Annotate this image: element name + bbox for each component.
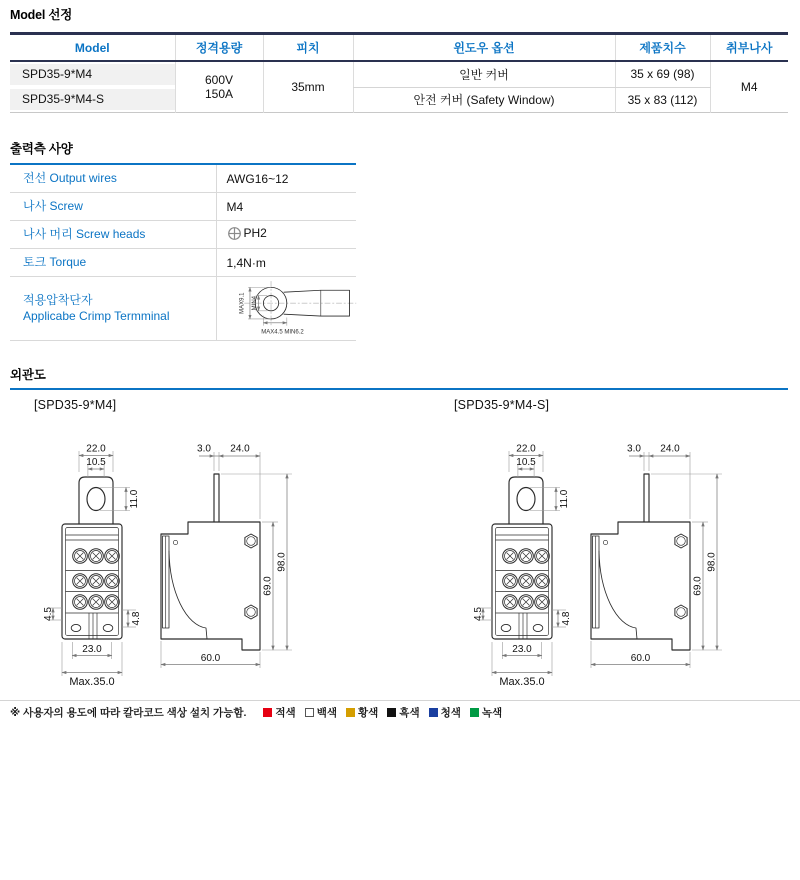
section-divider-rule bbox=[10, 388, 788, 390]
crimp-label-en: Applicabe Crimp Termminal bbox=[23, 308, 170, 323]
col-header-mount-screw: 취부나사 bbox=[710, 34, 788, 62]
table-row bbox=[10, 87, 788, 113]
rating-current: 150A bbox=[204, 87, 234, 101]
dim-depth: 60.0 bbox=[200, 653, 221, 664]
outline-drawing-front-side bbox=[40, 424, 300, 692]
outline-drawing-front-side bbox=[470, 424, 730, 692]
color-code-label: 청색 bbox=[440, 707, 461, 719]
dim-tab-slot-width: 10.5 bbox=[516, 457, 536, 468]
spec-label bbox=[10, 277, 216, 341]
spec-row-torque bbox=[10, 249, 356, 277]
dim-hole-span: 23.0 bbox=[82, 644, 102, 655]
col-header-rating: 정격용량 bbox=[175, 34, 263, 62]
crimp-dim-width: MAX4.5 MIN6.2 bbox=[260, 329, 304, 336]
dim-hole-height: 11.0 bbox=[129, 489, 140, 509]
spec-value bbox=[216, 221, 356, 249]
dim-hole-span: 23.0 bbox=[512, 644, 532, 655]
dim-body-height: 69.0 bbox=[262, 576, 274, 596]
table-header-row bbox=[10, 34, 788, 62]
output-spec-table bbox=[10, 163, 356, 341]
section-title-outline: 외관도 bbox=[10, 368, 46, 382]
crimp-label-ko: 적용압착단자 bbox=[23, 292, 93, 307]
color-swatch bbox=[387, 708, 396, 717]
color-code-item bbox=[305, 705, 337, 720]
col-header-pitch: 피치 bbox=[263, 34, 353, 62]
footnote bbox=[10, 705, 502, 720]
color-code-item bbox=[429, 705, 461, 720]
color-code-legend bbox=[254, 705, 502, 720]
crimp-dim-hole: MIN4 bbox=[251, 295, 258, 311]
footnote-text: ※ 사용자의 용도에 따라 칼라코드 색상 설치 가능함. bbox=[10, 707, 247, 719]
crimp-dim-height: MAX9.1 bbox=[238, 292, 245, 314]
color-code-item bbox=[263, 705, 295, 720]
window-option-cell: 일반 커버 bbox=[353, 61, 615, 87]
color-code-item bbox=[346, 705, 378, 720]
model-selection-table bbox=[10, 32, 788, 113]
dim-bottom-right: 4.8 bbox=[131, 611, 142, 626]
dim-bottom-left: 4.5 bbox=[473, 607, 484, 621]
rating-cell bbox=[175, 61, 263, 113]
dim-pin-offset: 24.0 bbox=[660, 443, 680, 455]
color-code-label: 적색 bbox=[275, 707, 296, 719]
mount-screw-cell: M4 bbox=[710, 61, 788, 113]
spec-label: 나사 Screw bbox=[10, 193, 216, 221]
spec-row-wires bbox=[10, 164, 356, 193]
dim-tab-outer-width: 22.0 bbox=[86, 443, 106, 455]
screw-head-type: PH2 bbox=[243, 226, 267, 240]
dim-tab-slot-width: 10.5 bbox=[86, 457, 106, 468]
color-swatch bbox=[470, 708, 479, 717]
spec-value: M4 bbox=[216, 193, 356, 221]
dim-bottom-right: 4.8 bbox=[561, 611, 572, 626]
table-row bbox=[10, 61, 788, 87]
dim-max-width: Max.35.0 bbox=[499, 676, 545, 688]
col-header-window-option: 윈도우 옵션 bbox=[353, 34, 615, 62]
product-size-cell: 35 x 69 (98) bbox=[615, 61, 710, 87]
dim-pin-offset: 24.0 bbox=[230, 443, 250, 455]
spec-value: AWG16~12 bbox=[216, 164, 356, 193]
section-title-output-spec: 출력측 사양 bbox=[10, 142, 73, 156]
dim-total-height: 98.0 bbox=[706, 552, 718, 572]
color-swatch bbox=[429, 708, 438, 717]
color-code-label: 백색 bbox=[316, 707, 337, 719]
phillips-head-icon bbox=[227, 226, 242, 241]
spec-label: 토크 Torque bbox=[10, 249, 216, 277]
spec-row-screw bbox=[10, 193, 356, 221]
pitch-cell: 35mm bbox=[263, 61, 353, 113]
section-title-model-selection: Model 선정 bbox=[10, 8, 73, 22]
color-code-label: 녹색 bbox=[481, 707, 503, 719]
dim-pin-width: 3.0 bbox=[197, 443, 211, 455]
color-code-label: 흑색 bbox=[399, 707, 420, 719]
col-header-product-size: 제품치수 bbox=[615, 34, 710, 62]
drawing-label: [SPD35-9*M4] bbox=[34, 398, 117, 412]
rating-voltage: 600V bbox=[204, 73, 234, 87]
spec-row-screw-heads bbox=[10, 221, 356, 249]
crimp-terminal-drawing bbox=[227, 277, 361, 337]
drawing-label: [SPD35-9*M4-S] bbox=[454, 398, 550, 412]
spec-value bbox=[216, 277, 356, 341]
spec-label: 전선 Output wires bbox=[10, 164, 216, 193]
dim-max-width: Max.35.0 bbox=[69, 676, 115, 688]
dim-bottom-left: 4.5 bbox=[43, 607, 54, 621]
model-name-cell bbox=[10, 87, 175, 113]
model-name: SPD35-9*M4 bbox=[10, 64, 175, 85]
spec-label: 나사 머리 Screw heads bbox=[10, 221, 216, 249]
dim-hole-height: 11.0 bbox=[559, 489, 570, 509]
spec-row-crimp-terminal bbox=[10, 277, 356, 341]
color-code-label: 황색 bbox=[358, 707, 379, 719]
color-code-item bbox=[387, 705, 419, 720]
dim-body-height: 69.0 bbox=[692, 576, 704, 596]
color-swatch bbox=[305, 708, 314, 717]
window-option-cell: 안전 커버 (Safety Window) bbox=[353, 87, 615, 113]
model-name-cell bbox=[10, 61, 175, 87]
spec-value: 1,4N·m bbox=[216, 249, 356, 277]
footer-divider-rule bbox=[0, 700, 800, 701]
color-swatch bbox=[346, 708, 355, 717]
model-name: SPD35-9*M4-S bbox=[10, 89, 175, 110]
product-size-cell: 35 x 83 (112) bbox=[615, 87, 710, 113]
dim-pin-width: 3.0 bbox=[627, 443, 641, 455]
color-swatch bbox=[263, 708, 272, 717]
color-code-item bbox=[470, 705, 502, 720]
col-header-model: Model bbox=[10, 34, 175, 62]
dim-total-height: 98.0 bbox=[276, 552, 288, 572]
dim-depth: 60.0 bbox=[630, 653, 651, 664]
dim-tab-outer-width: 22.0 bbox=[516, 443, 536, 455]
